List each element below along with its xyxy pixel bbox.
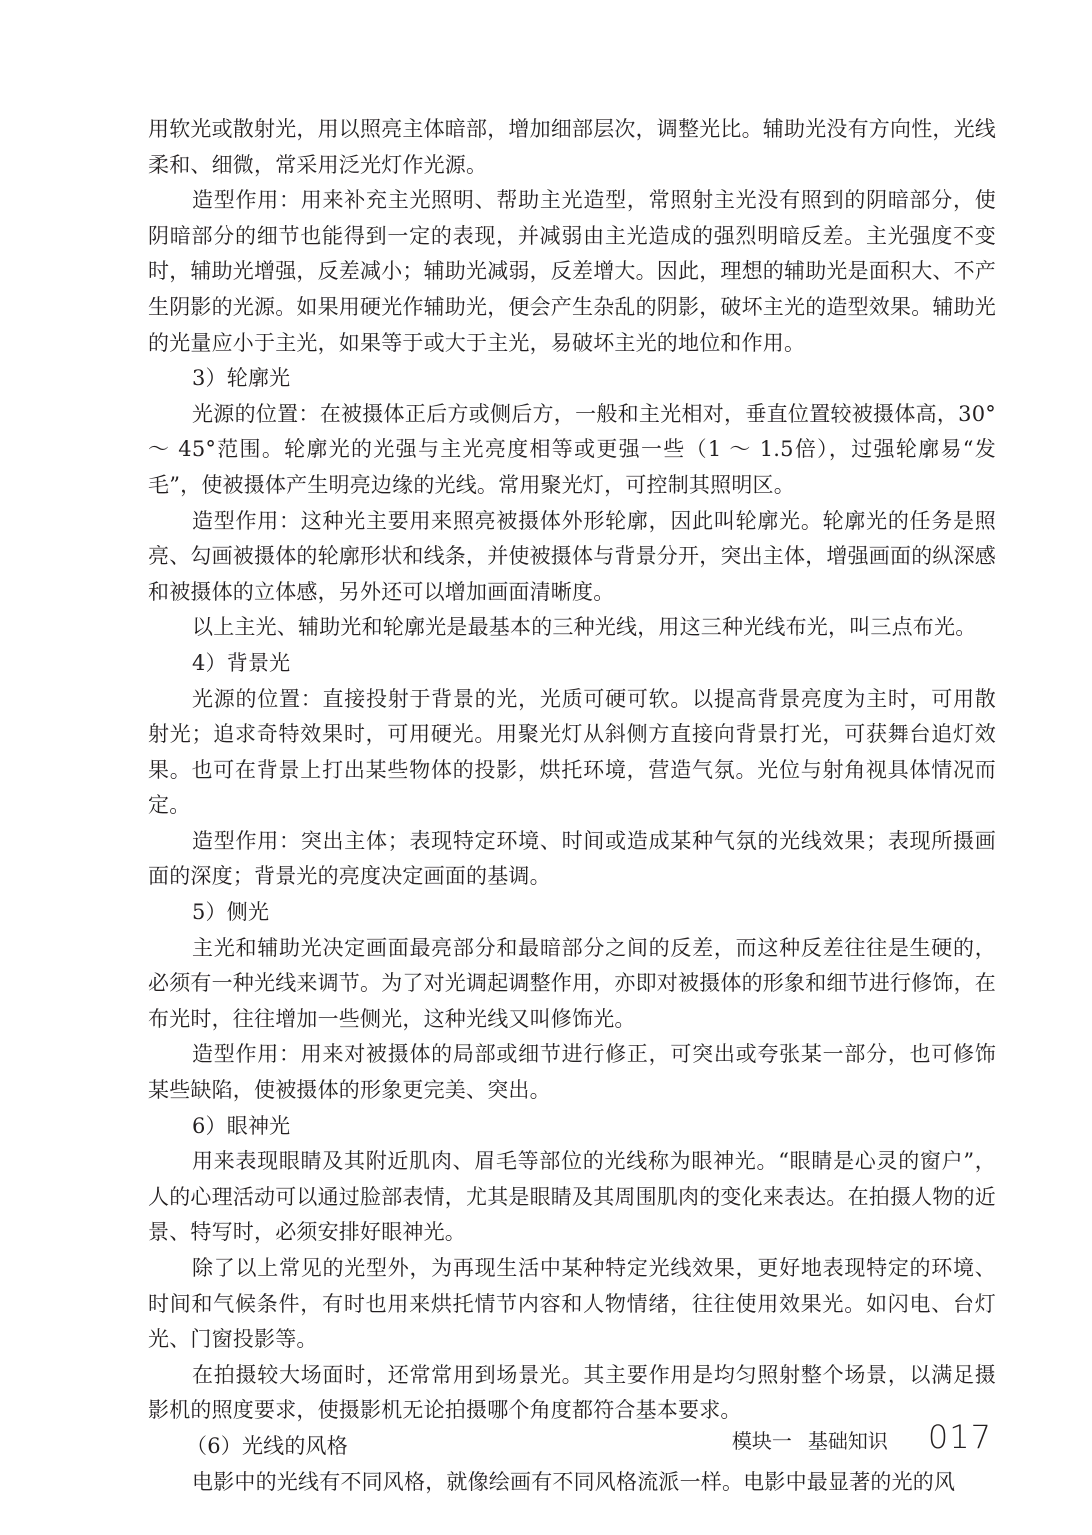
paragraph: 光源的位置：直接投射于背景的光，光质可硬可软。以提高背景亮度为主时，可用散射光；追求奇特效果时，可用硬光。用聚光灯从斜侧方直接向背景打光，可获舞台追灯效果。也可在背景上打出某些物体的投影，烘托环境，营造气氛。光位与射角视具体情况而定。 xyxy=(148,686,996,818)
paragraph: 用软光或散射光，用以照亮主体暗部，增加细部层次，调整光比。辅助光没有方向性，光线柔和、细微，常采用泛光灯作光源。 xyxy=(148,117,996,177)
footer-section-label: 基础知识 xyxy=(807,1429,888,1453)
section-heading-light-style: （6）光线的风格 xyxy=(186,1433,348,1458)
subheading-eye-light: 6）眼神光 xyxy=(192,1113,291,1138)
paragraph: 造型作用：这种光主要用来照亮被摄体外形轮廓，因此叫轮廓光。轮廓光的任务是照亮、勾画被摄体的轮廓形状和线条，并使被摄体与背景分开，突出主体，增强画面的纵深感和被摄体的立体感，另外还可以增加画面清晰度。 xyxy=(148,508,996,604)
paragraph: 主光和辅助光决定画面最亮部分和最暗部分之间的反差，而这种反差往往是生硬的，必须有一种光线来调节。为了对光调起调整作用，亦即对被摄体的形象和细节进行修饰，在布光时，往往增加一些侧光，这种光线又叫修饰光。 xyxy=(148,935,996,1031)
body-text xyxy=(148,112,996,1500)
subheading-side-light: 5）侧光 xyxy=(192,900,270,925)
subheading-background-light: 4）背景光 xyxy=(192,650,291,675)
paragraph: 除了以上常见的光型外，为再现生活中某种特定光线效果，更好地表现特定的环境、时间和气候条件，有时也用来烘托情节内容和人物情绪，往往使用效果光。如闪电、台灯光、门窗投影等。 xyxy=(148,1256,996,1352)
paragraph: 电影中的光线有不同风格，就像绘画有不同风格流派一样。电影中最显著的光的风 xyxy=(192,1469,956,1494)
paragraph: 造型作用：用来对被摄体的局部或细节进行修正，可突出或夸张某一部分，也可修饰某些缺陷，使被摄体的形象更完美、突出。 xyxy=(148,1042,996,1103)
subheading-rim-light: 3）轮廓光 xyxy=(192,366,291,391)
footer-module-label: 模块一 xyxy=(731,1429,792,1453)
page-footer xyxy=(732,1418,992,1456)
paragraph: 在拍摄较大场面时，还常常用到场景光。其主要作用是均匀照射整个场景，以满足摄影机的照度要求，使摄影机无论拍摄哪个角度都符合基本要求。 xyxy=(148,1362,996,1423)
paragraph: 以上主光、辅助光和轮廓光是最基本的三种光线，用这三种光线布光，叫三点布光。 xyxy=(192,615,977,640)
paragraph: 光源的位置：在被摄体正后方或侧后方，一般和主光相对，垂直位置较被摄体高，30°～ 45°范围。轮廓光的光强与主光亮度相等或更强一些（1 ～ 1.5倍），过强轮廓易“发毛”，使被摄体产生明亮边缘的光线。常用聚光灯，可控制其照明区。 xyxy=(148,401,996,497)
paragraph: 造型作用：突出主体；表现特定环境、时间或造成某种气氛的光线效果；表现所摄画面的深度；背景光的亮度决定画面的基调。 xyxy=(148,828,996,889)
page-number: 017 xyxy=(927,1418,992,1456)
paragraph: 用来表现眼睛及其附近肌肉、眉毛等部位的光线称为眼神光。“眼睛是心灵的窗户”，人的心理活动可以通过脸部表情，尤其是眼睛及其周围肌肉的变化来表达。在拍摄人物的近景、特写时，必须安排好眼神光。 xyxy=(148,1149,996,1245)
paragraph: 造型作用：用来补充主光照明、帮助主光造型，常照射主光没有照到的阴暗部分，使阴暗部分的细节也能得到一定的表现，并减弱由主光造成的强烈明暗反差。主光强度不变时，辅助光增强，反差减小；辅助光减弱，反差增大。因此，理想的辅助光是面积大、不产生阴影的光源。如果用硬光作辅助光，便会产生杂乱的阴影，破坏主光的造型效果。辅助光的光量应小于主光，如果等于或大于主光，易破坏主光的地位和作用。 xyxy=(148,188,996,355)
